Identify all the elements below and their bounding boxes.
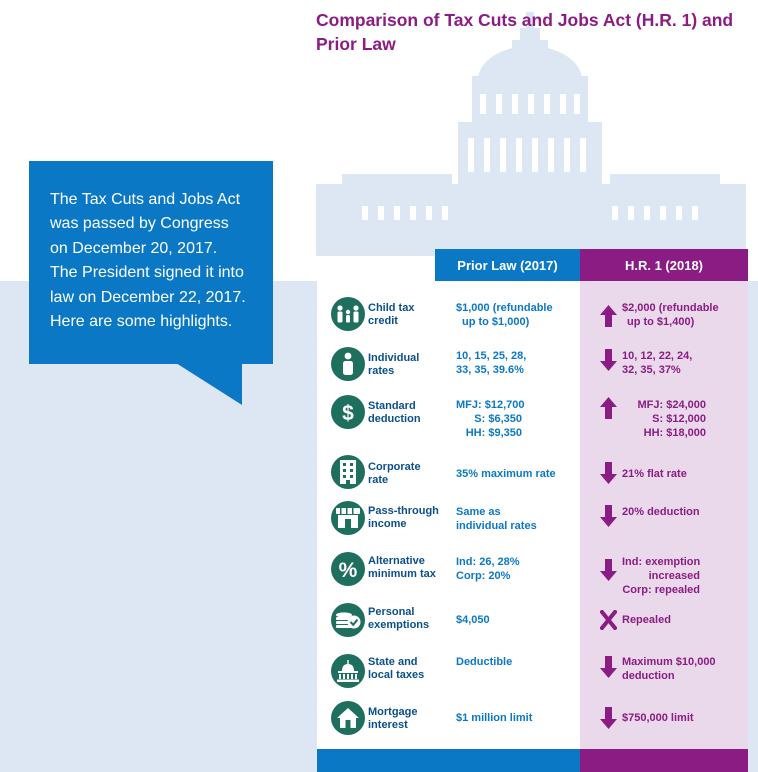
label-line: deduction <box>368 413 421 425</box>
hr1-value-pass-through-income <box>622 505 742 519</box>
arrow-down-icon <box>600 559 617 581</box>
value-line: Same as <box>456 506 501 518</box>
row-label-individual-rates <box>368 352 454 378</box>
building-icon <box>331 455 365 489</box>
value-line: MFJ: $24,000 <box>637 399 706 411</box>
value-line: S: $6,350 <box>474 413 522 425</box>
callout-line: on December 20, 2017. <box>50 239 218 257</box>
prior-value-individual-rates <box>456 349 578 377</box>
prior-value-mortgage-interest <box>456 711 578 725</box>
value-line: $1 million limit <box>456 712 533 724</box>
callout-line: law on December 22, 2017. <box>50 288 246 306</box>
label-line: rates <box>368 365 395 377</box>
callout-tail <box>176 363 242 405</box>
value-line: 10, 15, 25, 28, <box>456 350 527 362</box>
label-line: Child tax <box>368 302 415 314</box>
value-line: increased <box>648 570 700 582</box>
arrow-down-icon <box>600 349 617 371</box>
family-icon <box>331 297 365 331</box>
repealed-x-icon <box>600 610 617 630</box>
hr1-header: H.R. 1 (2018) <box>580 249 748 281</box>
row-label-state-local-taxes <box>368 656 454 682</box>
callout-line: was passed by Congress <box>50 215 229 233</box>
arrow-up-icon <box>600 305 617 327</box>
value-line: 10, 12, 22, 24, <box>622 350 693 362</box>
label-line: State and <box>368 656 418 668</box>
prior-value-personal-exemptions <box>456 613 578 627</box>
value-line: 35% maximum rate <box>456 468 556 480</box>
row-label-mortgage-interest <box>368 706 454 732</box>
label-line: Standard <box>368 400 416 412</box>
value-line: Repealed <box>622 614 671 626</box>
value-line: $1,000 (refundable <box>456 302 553 314</box>
value-line: $750,000 limit <box>622 712 694 724</box>
prior-value-pass-through-income <box>456 505 578 533</box>
value-line: Ind: 26, 28% <box>456 556 520 568</box>
row-label-child-tax-credit <box>368 302 454 328</box>
row-label-pass-through-income <box>368 505 454 531</box>
person-icon <box>331 347 365 381</box>
label-line: exemptions <box>368 619 430 631</box>
value-line: up to $1,000) <box>462 316 530 328</box>
label-line: Alternative <box>368 555 425 567</box>
value-line: 21% flat rate <box>622 468 687 480</box>
value-line: HH: $9,350 <box>465 427 522 439</box>
svg-text:$: $ <box>342 402 354 424</box>
prior-value-standard-deduction <box>456 398 525 440</box>
value-line: S: $12,000 <box>652 413 706 425</box>
value-line: HH: $18,000 <box>643 427 706 439</box>
dollar-icon <box>331 395 365 429</box>
hr1-value-child-tax-credit <box>622 301 742 329</box>
label-line: Personal <box>368 606 415 618</box>
hr1-value-personal-exemptions <box>622 613 742 627</box>
label-line: Corporate <box>368 461 421 473</box>
row-label-corporate-rate <box>368 461 454 487</box>
prior-value-child-tax-credit <box>456 301 578 329</box>
row-label-personal-exemptions <box>368 606 454 632</box>
svg-text:%: % <box>338 559 358 581</box>
house-icon <box>331 701 365 735</box>
arrow-down-icon <box>600 505 617 527</box>
arrow-down-icon <box>600 707 617 729</box>
callout-line: Here are some highlights. <box>50 313 233 331</box>
value-line: 33, 35, 39.6% <box>456 364 524 376</box>
value-line: MFJ: $12,700 <box>456 399 525 411</box>
label-line: interest <box>368 719 408 731</box>
value-line: Deductible <box>456 656 513 668</box>
hr1-value-state-local-taxes <box>622 655 742 683</box>
value-line: up to $1,400) <box>627 316 695 328</box>
prior-value-corporate-rate <box>456 467 578 481</box>
callout-line: The President signed it into <box>50 264 244 282</box>
hr1-value-alternative-minimum-tax <box>622 555 700 597</box>
prior-value-state-local-taxes <box>456 655 578 669</box>
prior-law-header: Prior Law (2017) <box>435 249 580 281</box>
percent-icon <box>331 552 365 586</box>
value-line: $2,000 (refundable <box>622 302 719 314</box>
value-line: Corp: 20% <box>456 570 511 582</box>
label-line: Mortgage <box>368 706 418 718</box>
value-line: deduction <box>622 670 675 682</box>
label-line: rate <box>368 474 389 486</box>
page-title: Comparison of Tax Cuts and Jobs Act (H.R. 1) and Prior Law <box>316 10 734 54</box>
value-line: individual rates <box>456 520 537 532</box>
label-line: local taxes <box>368 669 425 681</box>
value-line: Maximum $10,000 <box>622 656 716 668</box>
table-footer-hr1 <box>580 749 748 772</box>
prior-value-alternative-minimum-tax <box>456 555 578 583</box>
storefront-icon <box>331 501 365 535</box>
row-label-standard-deduction <box>368 400 454 426</box>
label-line: credit <box>368 315 398 327</box>
row-label-alternative-minimum-tax <box>368 555 454 581</box>
label-line: minimum tax <box>368 568 436 580</box>
label-line: Pass-through <box>368 505 439 517</box>
value-line: $4,050 <box>456 614 490 626</box>
hr1-value-standard-deduction <box>630 398 706 440</box>
arrow-down-icon <box>600 656 617 678</box>
label-line: Individual <box>368 352 420 364</box>
value-line: 20% deduction <box>622 506 700 518</box>
value-line: Ind: exemption <box>622 556 701 568</box>
arrow-up-icon <box>600 397 617 419</box>
hr1-value-mortgage-interest <box>622 711 742 725</box>
callout-line: The Tax Cuts and Jobs Act <box>50 191 241 208</box>
table-footer-prior <box>317 749 580 772</box>
value-line: Corp: repealed <box>622 584 700 596</box>
hr1-value-corporate-rate <box>622 467 742 481</box>
value-line: 32, 35, 37% <box>622 364 681 376</box>
label-line: income <box>368 518 407 530</box>
coins-check-icon <box>331 603 365 637</box>
arrow-down-icon <box>600 462 617 484</box>
capitol-icon <box>331 654 365 688</box>
hr1-value-individual-rates <box>622 349 742 377</box>
callout-text <box>50 188 270 334</box>
